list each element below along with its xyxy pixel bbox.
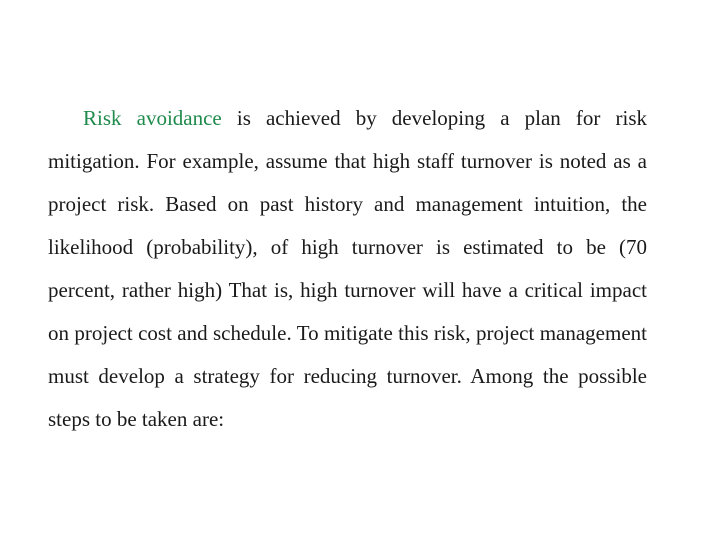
body-paragraph <box>48 97 647 441</box>
risk-avoidance-term: Risk avoidance <box>83 106 222 130</box>
paragraph-text: is achieved by developing a plan for risk mitigation. For example, assume that high staff turnover is noted as a project risk. Based on past history and management intuition, the likelihood (probability), of high turnover is estimated to be (70 percent, rather high) That is, high turnover will have a critical impact on project cost and schedule. To mitigate this risk, project management must develop a strategy for reducing turnover. Among the possible steps to be taken are: <box>48 106 647 431</box>
